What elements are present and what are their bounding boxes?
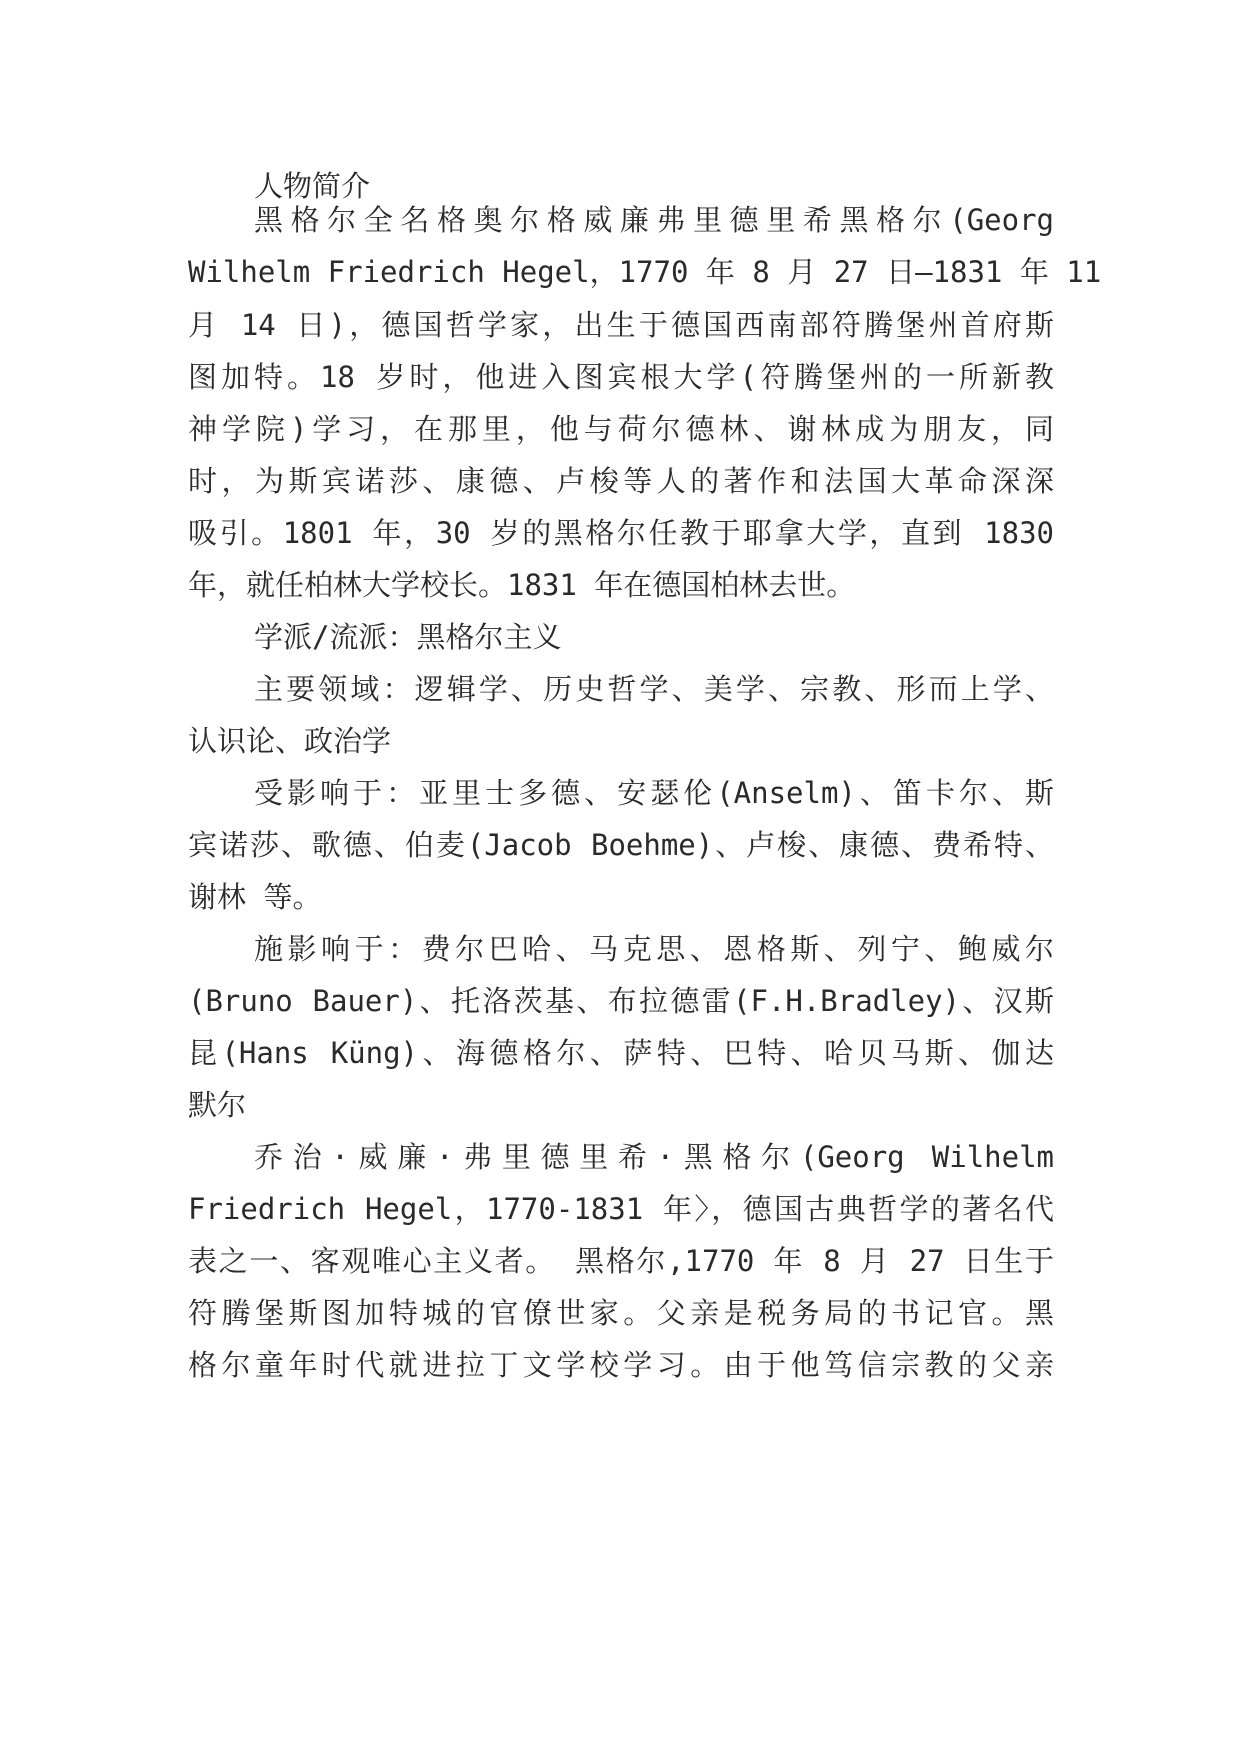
paragraph-line: 默尔 [188,1088,247,1122]
paragraph-line: (Bruno Bauer)、托洛茨基、布拉德雷(F.H.Bradley)、汉斯 [188,984,1054,1018]
paragraph-line: 神学院)学习，在那里，他与荷尔德林、谢林成为朋友，同 [188,412,1054,446]
paragraph-line: 谢林 等。 [188,880,322,914]
paragraph-line: 符腾堡斯图加特城的官僚世家。父亲是税务局的书记官。黑 [188,1296,1054,1330]
paragraph-line: 吸引。1801 年，30 岁的黑格尔任教于耶拿大学，直到 1830 [188,516,1054,550]
paragraph-line: 施影响于：费尔巴哈、马克思、恩格斯、列宁、鲍威尔 [254,932,1054,966]
paragraph-line: 月 14 日)，德国哲学家，出生于德国西南部符腾堡州首府斯 [188,308,1054,342]
paragraph-line: 图加特。18 岁时，他进入图宾根大学(符腾堡州的一所新教 [188,360,1054,394]
paragraph-line: 格尔童年时代就进拉丁文学校学习。由于他笃信宗教的父亲 [188,1348,1054,1382]
paragraph-line: 乔治·威廉·弗里德里希·黑格尔(Georg Wilhelm [254,1140,1054,1174]
paragraph-line: 昆(Hans Küng)、海德格尔、萨特、巴特、哈贝马斯、伽达 [188,1036,1054,1070]
page-heading: 人物简介 [254,169,371,203]
paragraph-line: 主要领域：逻辑学、历史哲学、美学、宗教、形而上学、 [254,672,1054,706]
paragraph-line: 表之一、客观唯心主义者。 黑格尔,1770 年 8 月 27 日生于 [188,1244,1054,1278]
paragraph-line: Friedrich Hegel，1770-1831 年〉，德国古典哲学的著名代 [188,1192,1054,1226]
paragraph-line: 宾诺莎、歌德、伯麦(Jacob Boehme)、卢梭、康德、费希特、 [188,828,1054,862]
paragraph-line: 受影响于：亚里士多德、安瑟伦(Anselm)、笛卡尔、斯 [254,776,1054,810]
paragraph-line: 认识论、政治学 [188,724,392,758]
paragraph-line: 黑格尔全名格奥尔格威廉弗里德里希黑格尔(Georg [254,203,1054,237]
paragraph-line: Wilhelm Friedrich Hegel，1770 年 8 月 27 日—1831 年 11 [188,255,1102,289]
paragraph-line: 年，就任柏林大学校长。1831 年在德国柏林去世。 [188,568,856,602]
paragraph-line: 时，为斯宾诺莎、康德、卢梭等人的著作和法国大革命深深 [188,464,1054,498]
paragraph-line: 学派/流派：黑格尔主义 [254,620,562,654]
